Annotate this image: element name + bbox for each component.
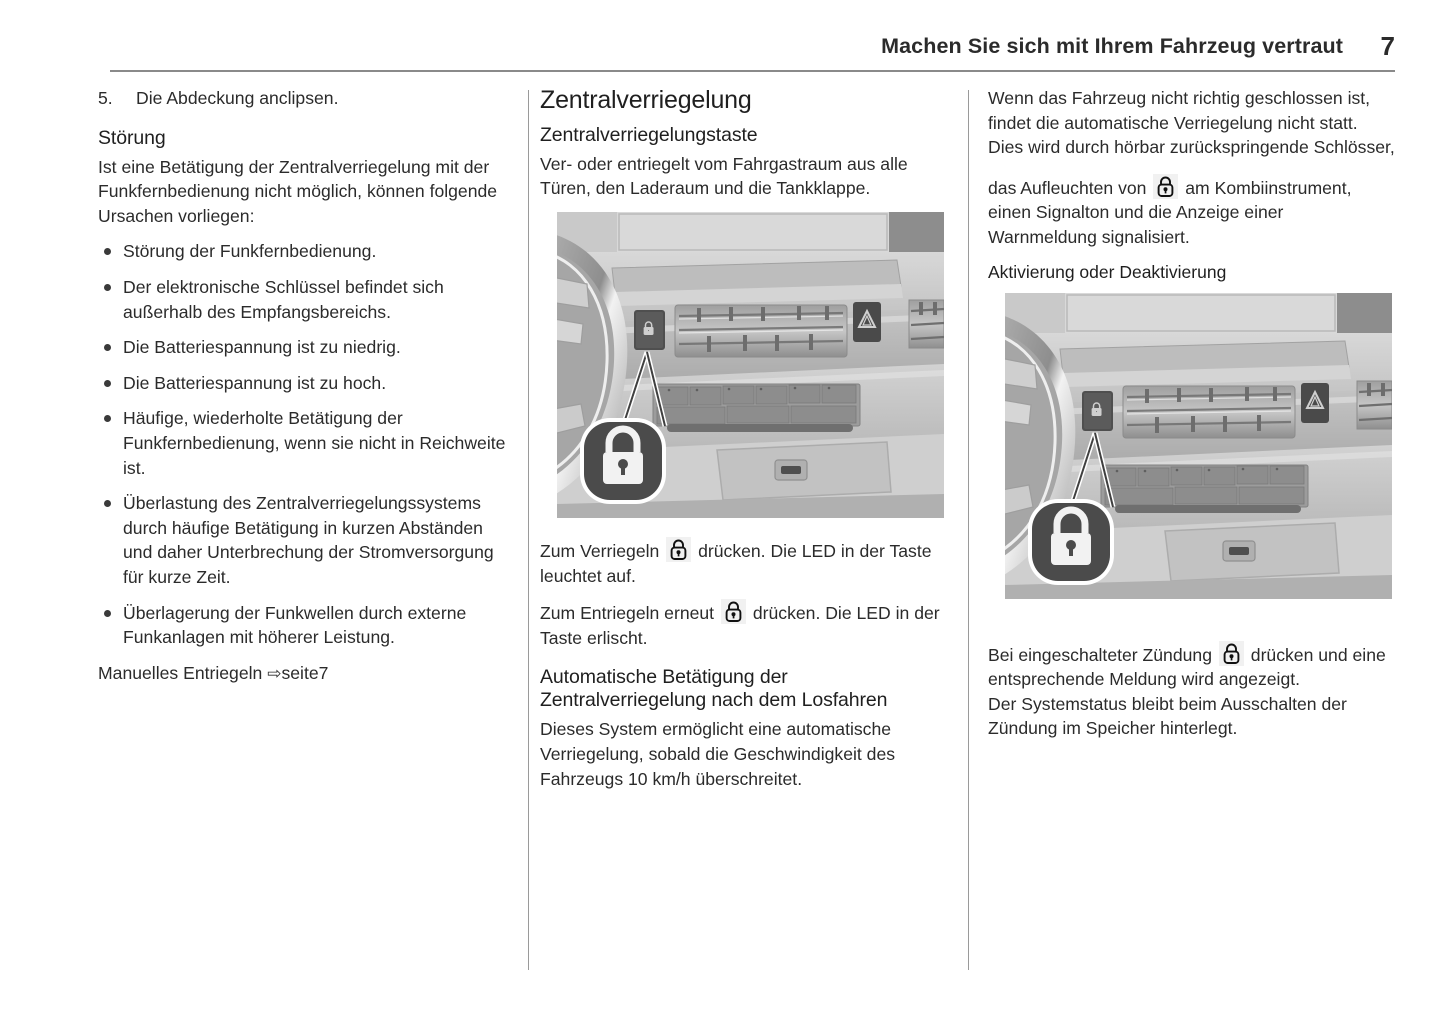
lock-instruction-2-after: drücken. Die LED in der Taste erlischt.	[540, 603, 940, 648]
step-text: Die Abdeckung anclipsen.	[136, 88, 339, 108]
column-divider-2	[968, 90, 969, 970]
dashboard-figure-locking-button	[557, 212, 944, 518]
lock-instruction-2	[540, 599, 948, 650]
dashboard-illustration	[557, 212, 944, 518]
lock-icon	[1219, 641, 1244, 666]
warning-paragraph-2	[988, 174, 1396, 250]
crossref-target[interactable]: seite7	[281, 662, 329, 683]
heading-zentralverriegelungstaste: Zentralverriegelungstaste	[540, 123, 758, 146]
columns-container	[0, 86, 1445, 976]
warning-paragraph-1: Wenn das Fahrzeug nicht richtig geschlossen ist, findet die automatische Verriegelung nicht statt. Dies wird durch hörbar zurückspringende Schlösser,	[988, 88, 1395, 158]
heading-zentralverriegelung: Zentralverriegelung	[540, 86, 752, 114]
warning-paragraph-2-after: am Kombiinstrument, einen Signalton und die Anzeige einer Warnmeldung signalisiert.	[988, 177, 1352, 247]
right-arrow-icon: ⇨	[267, 663, 282, 683]
lock-icon	[1153, 174, 1178, 199]
step-number: 5.	[98, 88, 113, 108]
heading-automatische-betaetigung: Automatische Betätigung der Zentralverriegelung nach dem Losfahren	[540, 666, 888, 712]
lock-callout-icon	[580, 418, 666, 504]
page-header	[110, 31, 1395, 74]
warning-paragraph-2-before: das Aufleuchten von	[988, 177, 1147, 198]
header-rule	[110, 70, 1395, 72]
numbered-step	[98, 86, 506, 111]
crossref-label: Manuelles Entriegeln	[98, 662, 263, 683]
lock-icon	[666, 537, 691, 562]
column-divider-1	[528, 90, 529, 970]
hazard-warning-icon	[1301, 383, 1329, 423]
intro-paragraph: Ver- oder entriegelt vom Fahrgastraum aus alle Türen, den Laderaum und die Tankklappe.	[540, 153, 908, 199]
list-item: Störung der Funkfernbedienung.	[98, 239, 506, 264]
right-column	[988, 86, 1396, 741]
lock-instruction-2-before: Zum Entriegeln erneut	[540, 603, 715, 624]
list-item: Überlagerung der Funkwellen durch externe Funkanlagen mit höherer Leistung.	[98, 601, 506, 650]
lock-callout-icon	[1028, 499, 1114, 585]
lock-instruction-1	[540, 537, 948, 588]
lock-instruction-1-before: Zum Verriegeln	[540, 540, 660, 561]
left-column	[98, 86, 506, 697]
list-item: Häufige, wiederholte Betätigung der Funkfernbedienung, wenn sie nicht in Reichweite ist.	[98, 406, 506, 480]
page-number: 7	[1380, 31, 1395, 61]
lock-instruction-1-after: drücken. Die LED in der Taste leuchtet auf.	[540, 540, 932, 586]
cause-list	[98, 239, 506, 649]
activation-paragraph	[988, 641, 1396, 692]
stoerung-intro: Ist eine Betätigung der Zentralverriegelung mit der Funkfernbedienung nicht möglich, können folgende Ursachen vorliegen:	[98, 156, 498, 226]
heading-stoerung: Störung	[98, 126, 166, 149]
dashboard-illustration	[1005, 293, 1392, 599]
list-item: Die Batteriespannung ist zu hoch.	[98, 371, 506, 396]
middle-column	[540, 86, 948, 802]
crossref-line	[98, 661, 506, 687]
heading-aktivierung: Aktivierung oder Deaktivierung	[988, 261, 1227, 282]
system-status-paragraph: Der Systemstatus bleibt beim Ausschalten der Zündung im Speicher hinterlegt.	[988, 693, 1347, 739]
list-item: Die Batteriespannung ist zu niedrig.	[98, 335, 506, 360]
list-item: Überlastung des Zentralverriegelungssystems durch häufige Betätigung in kurzen Abständen und daher Unterbrechung der Stromversorgung für kurze Zeit.	[98, 491, 506, 589]
list-item: Der elektronische Schlüssel befindet sich außerhalb des Empfangsbereichs.	[98, 275, 506, 324]
lock-icon	[721, 599, 746, 624]
activation-paragraph-after: drücken und eine entsprechende Meldung wird angezeigt.	[988, 644, 1386, 690]
hazard-warning-icon	[853, 302, 881, 342]
activation-paragraph-before: Bei eingeschalteter Zündung	[988, 644, 1212, 665]
page-title: Machen Sie sich mit Ihrem Fahrzeug vertraut	[881, 34, 1343, 58]
auto-locking-paragraph: Dieses System ermöglicht eine automatische Verriegelung, sobald die Geschwindigkeit des Fahrzeugs 10 km/h überschreitet.	[540, 719, 896, 789]
dashboard-figure-activation	[1005, 293, 1392, 599]
